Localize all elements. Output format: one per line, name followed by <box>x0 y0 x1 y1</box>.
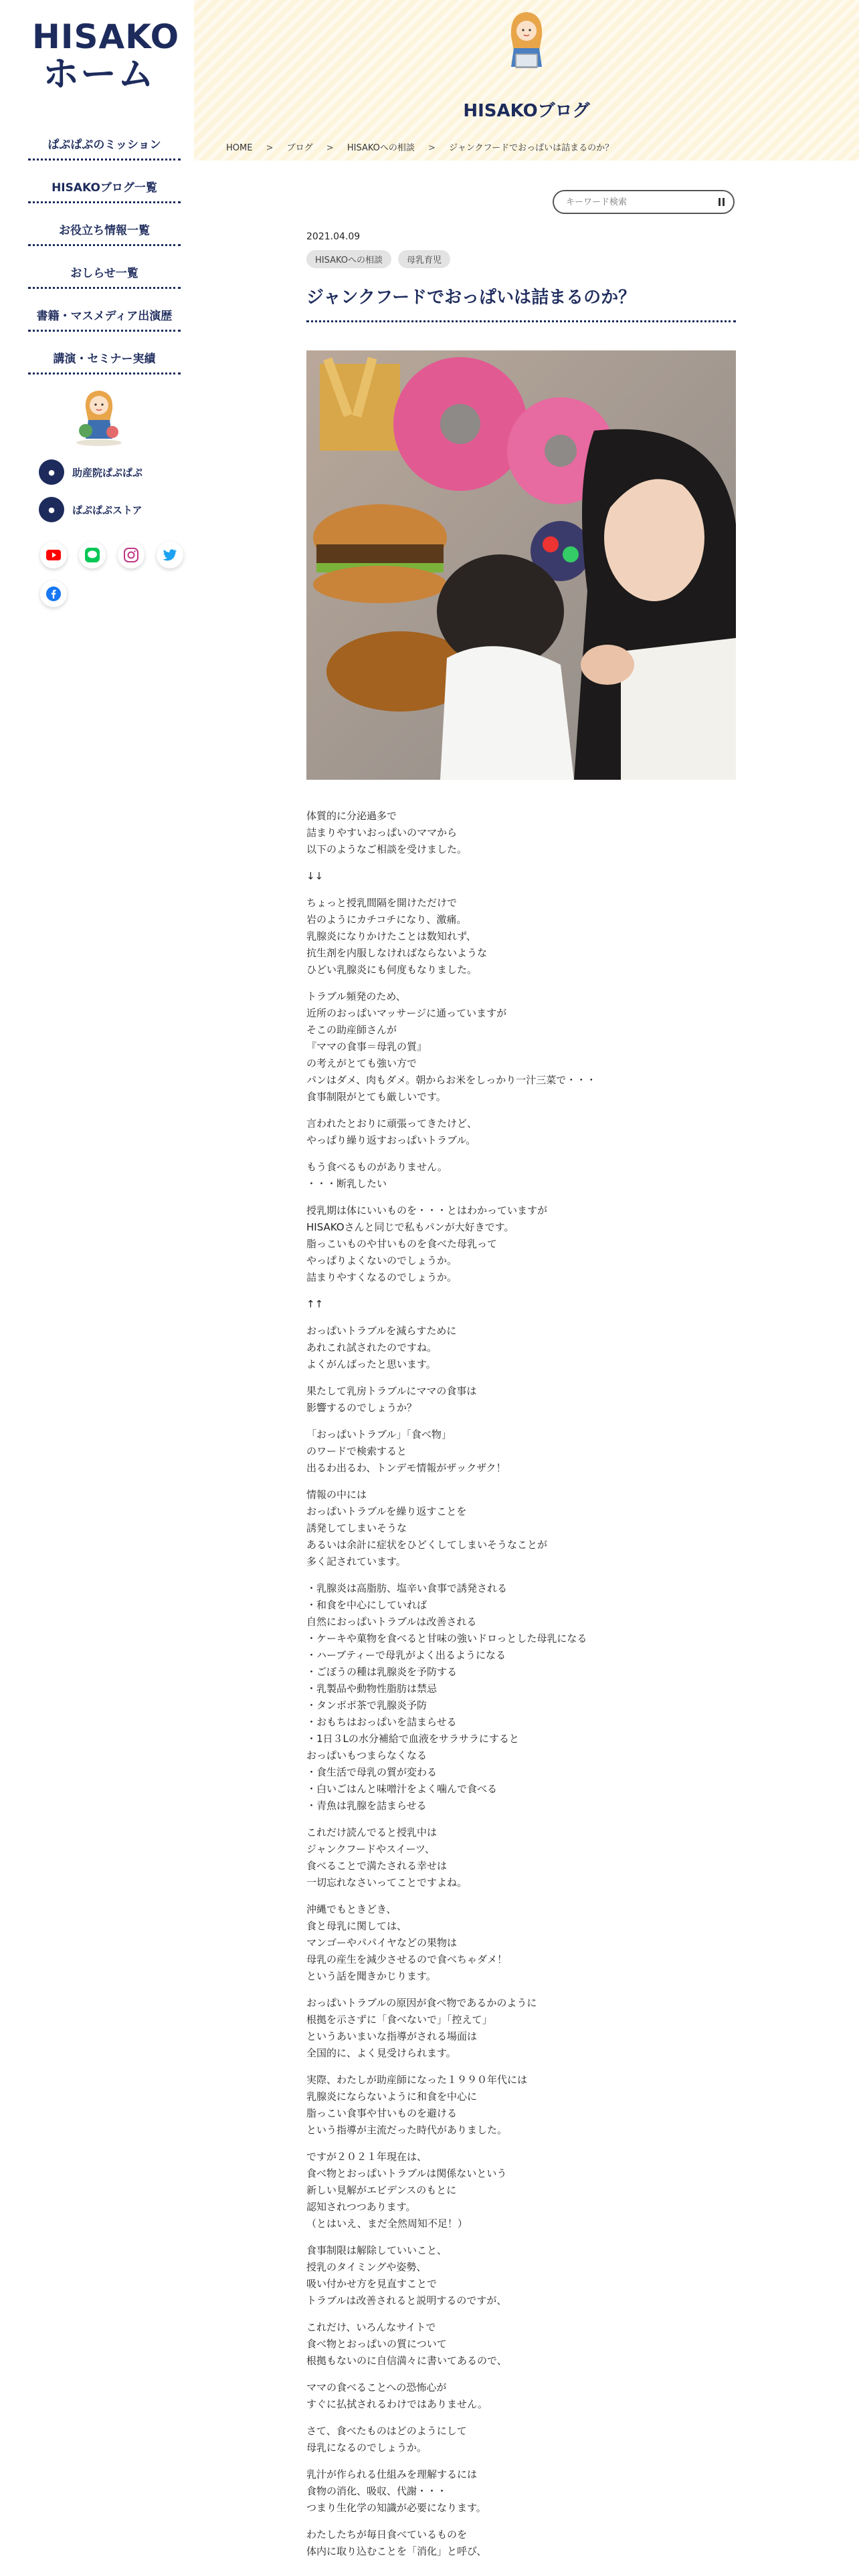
paragraph: これだけ読んでると授乳中は ジャンクフードやスイーツ、 食べることで満たされる幸せは 一切忘れなさいってことですよね。 <box>306 1826 468 1889</box>
paragraph: おっぱいトラブルの原因が食べ物であるかのように 根拠を示さずに「食べないで」「控えて」 というあいまいな指導がされる場面は 全国的に、よく見受けられます。 <box>306 1996 537 2059</box>
paragraph: ママの食べることへの恐怖心が すぐに払拭されるわけではありません。 <box>306 2381 488 2410</box>
paragraph: ・乳腺炎は高脂肪、塩辛い食事で誘発される ・和食を中心にしていれば 自然におっぱいトラブルは改善される ・ケーキや菓物を食べると甘味の強いドロっとした母乳になる ・ハーブティーで母乳がよく出るようになる ・ごぼうの種は乳腺炎を予防する ・乳製品や動物性脂肪は禁忌 ・タンポポ茶で乳腺炎予防 ・おもちはおっぱいを詰まらせる ・1日３Lの水分補給で血液をサラサラにすると おっぱいもつまらなくなる ・食生活で母乳の質が変わる ・白いごはんと味噌汁をよく噛んで食べる ・青魚は乳腺を詰まらせる <box>306 1582 587 1812</box>
search-box <box>553 190 735 214</box>
logo-line2: ホーム <box>43 53 155 95</box>
tag-list <box>306 250 736 268</box>
external-links <box>39 453 186 528</box>
mascot-illustration <box>66 381 132 448</box>
paragraph: これだけ、いろんなサイトで 食べ物とおっぱいの質について 根拠もないのに自信満々に書いてあるので、 <box>306 2321 507 2367</box>
paragraph: ↑↑ <box>306 1297 324 1310</box>
twitter-icon[interactable] <box>157 542 183 568</box>
tag-consultation[interactable]: HISAKOへの相談 <box>306 250 391 268</box>
paragraph: ↓↓ <box>306 869 324 882</box>
nav-item-seminars[interactable]: 講演・セミナー実績 <box>28 345 181 388</box>
paragraph: 「おっぱいトラブル」「食べ物」 のワードで検索すると 出るわ出るわ、トンデモ情報がザックザク！ <box>306 1428 506 1474</box>
paragraph: 言われたとおりに頑張ってきたけど、 やっぱり繰り返すおっぱいトラブル。 <box>306 1117 478 1146</box>
page-title: HISAKOブログ <box>463 101 590 122</box>
paragraph: おっぱいトラブルを減らすために あれこれ試されたのですね。 よくがんばったと思います。 <box>306 1324 457 1370</box>
tag-breastfeeding[interactable]: 母乳育児 <box>398 250 450 268</box>
paragraph: 情報の中には おっぱいトラブルを繰り返すことを 誘発してしまいそうな あるいは余計に症状をひどくしてしまいそうなことが 多く記されています。 <box>306 1488 548 1568</box>
nav-item-blog-list[interactable]: HISAKOブログ一覧 <box>28 174 181 217</box>
paragraph: 体質的に分泌過多で 詰まりやすいおっぱいのママから 以下のようなご相談を受けました。 <box>306 809 468 855</box>
paragraph: ちょっと授乳間隔を開けただけで 岩のようにカチコチになり、激痛。 乳腺炎になりかけたことは数知れず、 抗生剤を内服しなければならないような ひどい乳腺炎にも何度もなりました。 <box>306 896 488 976</box>
nav-item-mission[interactable]: ぱぷぱぷのミッション <box>28 131 181 174</box>
paragraph: わたしたちが毎日食べているものを 体内に取り込むことを「消化」と呼び、 <box>306 2528 487 2557</box>
papupapu-logo-icon: ● <box>39 459 64 485</box>
youtube-icon[interactable] <box>40 542 67 568</box>
breadcrumb-home[interactable]: HOME <box>226 143 253 153</box>
nav-item-news[interactable]: おしらせ一覧 <box>28 259 181 302</box>
breadcrumb <box>226 140 624 153</box>
search-icon[interactable] <box>710 191 733 213</box>
nav-item-media[interactable]: 書籍・マスメディア出演歴 <box>28 302 181 345</box>
search-input[interactable] <box>565 197 710 208</box>
store-logo-icon: ● <box>39 497 64 522</box>
paragraph: 食事制限は解除していいこと、 授乳のタイミングや姿勢、 吸い付かせ方を見直すことで トラブルは改善されると説明するのですが、 <box>306 2244 507 2306</box>
breadcrumb-separator: > <box>428 143 436 153</box>
nav-item-useful-info[interactable]: お役立ち情報一覧 <box>28 217 181 259</box>
paragraph: 沖縄でもときどき、 食と母乳に関しては、 マンゴーやパパイヤなどの果物は 母乳の産生を減少させるので食べちゃダメ！ という話を聞きかじります。 <box>306 1903 508 1982</box>
link-papupapu-store[interactable]: ● ぱぷぱぷストア <box>39 491 186 528</box>
article-body <box>306 808 736 2560</box>
paragraph: さて、食べたものはどのようにして 母乳になるのでしょうか。 <box>306 2424 467 2454</box>
sidebar <box>0 0 194 2576</box>
breadcrumb-separator: > <box>326 143 334 153</box>
sidebar-nav <box>28 131 181 388</box>
logo-line1: HISAKO <box>32 17 180 56</box>
paragraph: もう食べるものがありません。 ・・・断乳したい <box>306 1160 448 1190</box>
breadcrumb-separator: > <box>266 143 274 153</box>
social-links <box>40 542 187 619</box>
facebook-icon[interactable] <box>40 580 67 607</box>
paragraph: 乳汁が作られる仕組みを理解するには 食物の消化、吸収、代謝・・・ つまり生化学の知識が必要になります。 <box>306 2468 486 2514</box>
breadcrumb-category[interactable]: HISAKOへの相談 <box>347 143 415 153</box>
paragraph: トラブル頻発のため、 近所のおっぱいマッサージに通っていますが そこの助産師さんが 『ママの食事＝母乳の質』 の考えがとても強い方で パンはダメ、肉もダメ。朝からお米をしっかり一汁三菜で・・・ 食事制限がとても厳しいです。 <box>306 990 597 1103</box>
link-papupapu-midwife[interactable]: ● 助産院ぱぷぱぷ <box>39 453 186 491</box>
paragraph: 授乳期は体にいいものを・・・とはわかっていますが HISAKOさんと同じで私もパンが大好きです。 脂っこいものや甘いものを食べた母乳って やっぱりよくないのでしょうか。 詰まりやすくなるのでしょうか。 <box>306 1204 548 1283</box>
instagram-icon[interactable] <box>118 542 145 568</box>
post-date: 2021.04.09 <box>306 231 361 242</box>
article <box>306 227 736 2570</box>
site-logo[interactable] <box>32 17 180 95</box>
paragraph: 果たして乳房トラブルにママの食事は 影響するのでしょうか？ <box>306 1384 477 1414</box>
article-title: ジャンクフードでおっぱいは詰まるのか？ <box>306 287 736 322</box>
article-hero-image <box>306 350 736 780</box>
line-icon[interactable] <box>79 542 106 568</box>
paragraph: 実際、わたしが助産師になった１９９０年代には 乳腺炎にならないように和食を中心に 脂っこい食事や甘いものを避ける という指導が主流だった時代がありました。 <box>306 2073 528 2136</box>
breadcrumb-current: ジャンクフードでおっぱいは詰まるのか？ <box>449 143 614 153</box>
breadcrumb-blog[interactable]: ブログ <box>286 143 313 153</box>
page-header <box>194 0 859 160</box>
paragraph: ですが２０２１年現在は、 食べ物とおっぱいトラブルは関係ないという 新しい見解がエビデンスのもとに 認知されつつあります。 （とはいえ、まだ全然周知不足！） <box>306 2150 507 2230</box>
blogger-illustration <box>503 7 550 72</box>
